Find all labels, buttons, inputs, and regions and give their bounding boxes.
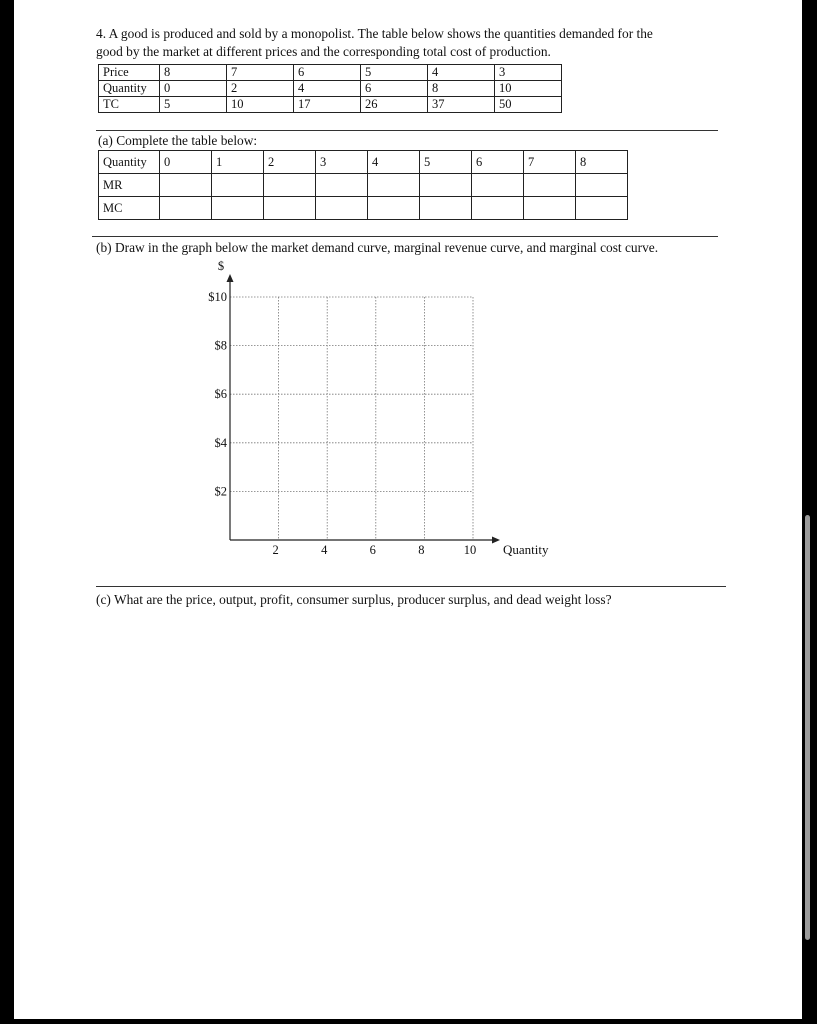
x-axis-arrow-icon: [492, 537, 500, 544]
table2-answer-cell[interactable]: [212, 174, 264, 197]
table2-quantity-row: [99, 151, 628, 174]
y-axis-label: $: [217, 259, 225, 273]
table2-quantity-cell: 5: [420, 151, 472, 174]
table1-row-tc: [99, 97, 562, 113]
y-tick-label: $10: [208, 290, 227, 304]
table1-cell: 50: [495, 97, 562, 113]
table2-answer-cell[interactable]: [524, 197, 576, 220]
table2-answer-cell[interactable]: [524, 174, 576, 197]
x-axis-label: Quantity: [503, 542, 549, 557]
table1-row-quantity: [99, 81, 562, 97]
x-tick-label: 4: [321, 543, 328, 557]
table1-cell: 8: [428, 81, 495, 97]
table1-cell: 8: [160, 65, 227, 81]
table1-cell: 10: [495, 81, 562, 97]
x-tick-label: 10: [463, 543, 477, 557]
part-b-prompt: (b) Draw in the graph below the market demand curve, marginal revenue curve, and marginal cost curve.: [96, 240, 659, 255]
table2-answer-cell[interactable]: [576, 174, 628, 197]
part-c-prompt: (c) What are the price, output, profit, consumer surplus, producer surplus, and dead weight loss?: [96, 592, 612, 607]
price-quantity-tc-table: [98, 64, 562, 113]
table2-answer-cell[interactable]: [160, 197, 212, 220]
table1-cell: 5: [361, 65, 428, 81]
divider-a: [96, 130, 718, 131]
table2-quantity-cell: 4: [368, 151, 420, 174]
table2-answer-cell[interactable]: [264, 197, 316, 220]
y-tick-label: $6: [214, 387, 227, 402]
table2-answer-cell[interactable]: [212, 197, 264, 220]
table2-answer-cell[interactable]: [368, 174, 420, 197]
table2-answer-cell[interactable]: [420, 174, 472, 197]
y-tick-label: $2: [214, 484, 227, 499]
table1-cell: 4: [294, 81, 361, 97]
table1-cell: 3: [495, 65, 562, 81]
table1-cell: 17: [294, 97, 361, 113]
table2-answer-cell[interactable]: [472, 197, 524, 220]
table2-answer-cell[interactable]: [160, 174, 212, 197]
table1-row-label: Quantity: [99, 81, 160, 97]
table2-answer-cell[interactable]: [316, 174, 368, 197]
divider-c: [96, 586, 726, 587]
y-tick-label: $4: [214, 435, 227, 450]
mr-mc-table: [98, 150, 628, 220]
table2-answer-cell[interactable]: [264, 174, 316, 197]
table1-cell: 4: [428, 65, 495, 81]
table2-row-label: MR: [99, 174, 160, 197]
x-tick-label: 8: [418, 543, 425, 557]
table1-row-label: TC: [99, 97, 160, 113]
table2-quantity-cell: 0: [160, 151, 212, 174]
table2-quantity-cell: 6: [472, 151, 524, 174]
part-a-prompt: (a) Complete the table below:: [98, 133, 258, 148]
table2-row-label: MC: [99, 197, 160, 220]
table1-cell: 0: [160, 81, 227, 97]
table1-cell: 2: [227, 81, 294, 97]
question-text: [96, 25, 653, 61]
table1-cell: 37: [428, 97, 495, 113]
table1-cell: 6: [361, 81, 428, 97]
question-line-2: good by the market at different prices and the corresponding total cost of production.: [96, 44, 551, 59]
table2-answer-cell[interactable]: [368, 197, 420, 220]
divider-b: [92, 236, 718, 237]
table2-answer-cell[interactable]: [316, 197, 368, 220]
table2-answer-cell[interactable]: [576, 197, 628, 220]
table1-cell: 26: [361, 97, 428, 113]
table1-cell: 5: [160, 97, 227, 113]
scrollbar[interactable]: [805, 515, 810, 940]
x-tick-label: 2: [272, 543, 279, 557]
table1-row-label: Price: [99, 65, 160, 81]
x-tick-label: 6: [369, 543, 376, 557]
table2-row-mc: [99, 197, 628, 220]
table2-quantity-cell: 8: [576, 151, 628, 174]
table1-cell: 10: [227, 97, 294, 113]
table2-quantity-cell: 2: [264, 151, 316, 174]
table1-cell: 7: [227, 65, 294, 81]
question-line-1: 4. A good is produced and sold by a monopolist. The table below shows the quantities demanded for the: [96, 26, 653, 41]
table2-answer-cell[interactable]: [472, 174, 524, 197]
table2-row-mr: [99, 174, 628, 197]
y-tick-label: $8: [214, 338, 227, 353]
y-axis-arrow-icon: [227, 274, 234, 282]
table2-quantity-cell: 7: [524, 151, 576, 174]
table1-cell: 6: [294, 65, 361, 81]
table2-quantity-cell: 1: [212, 151, 264, 174]
table2-answer-cell[interactable]: [420, 197, 472, 220]
document-page: [14, 0, 802, 1019]
table2-quantity-label: Quantity: [99, 151, 160, 174]
table2-quantity-cell: 3: [316, 151, 368, 174]
table1-row-price: [99, 65, 562, 81]
blank-graph: [164, 255, 584, 560]
